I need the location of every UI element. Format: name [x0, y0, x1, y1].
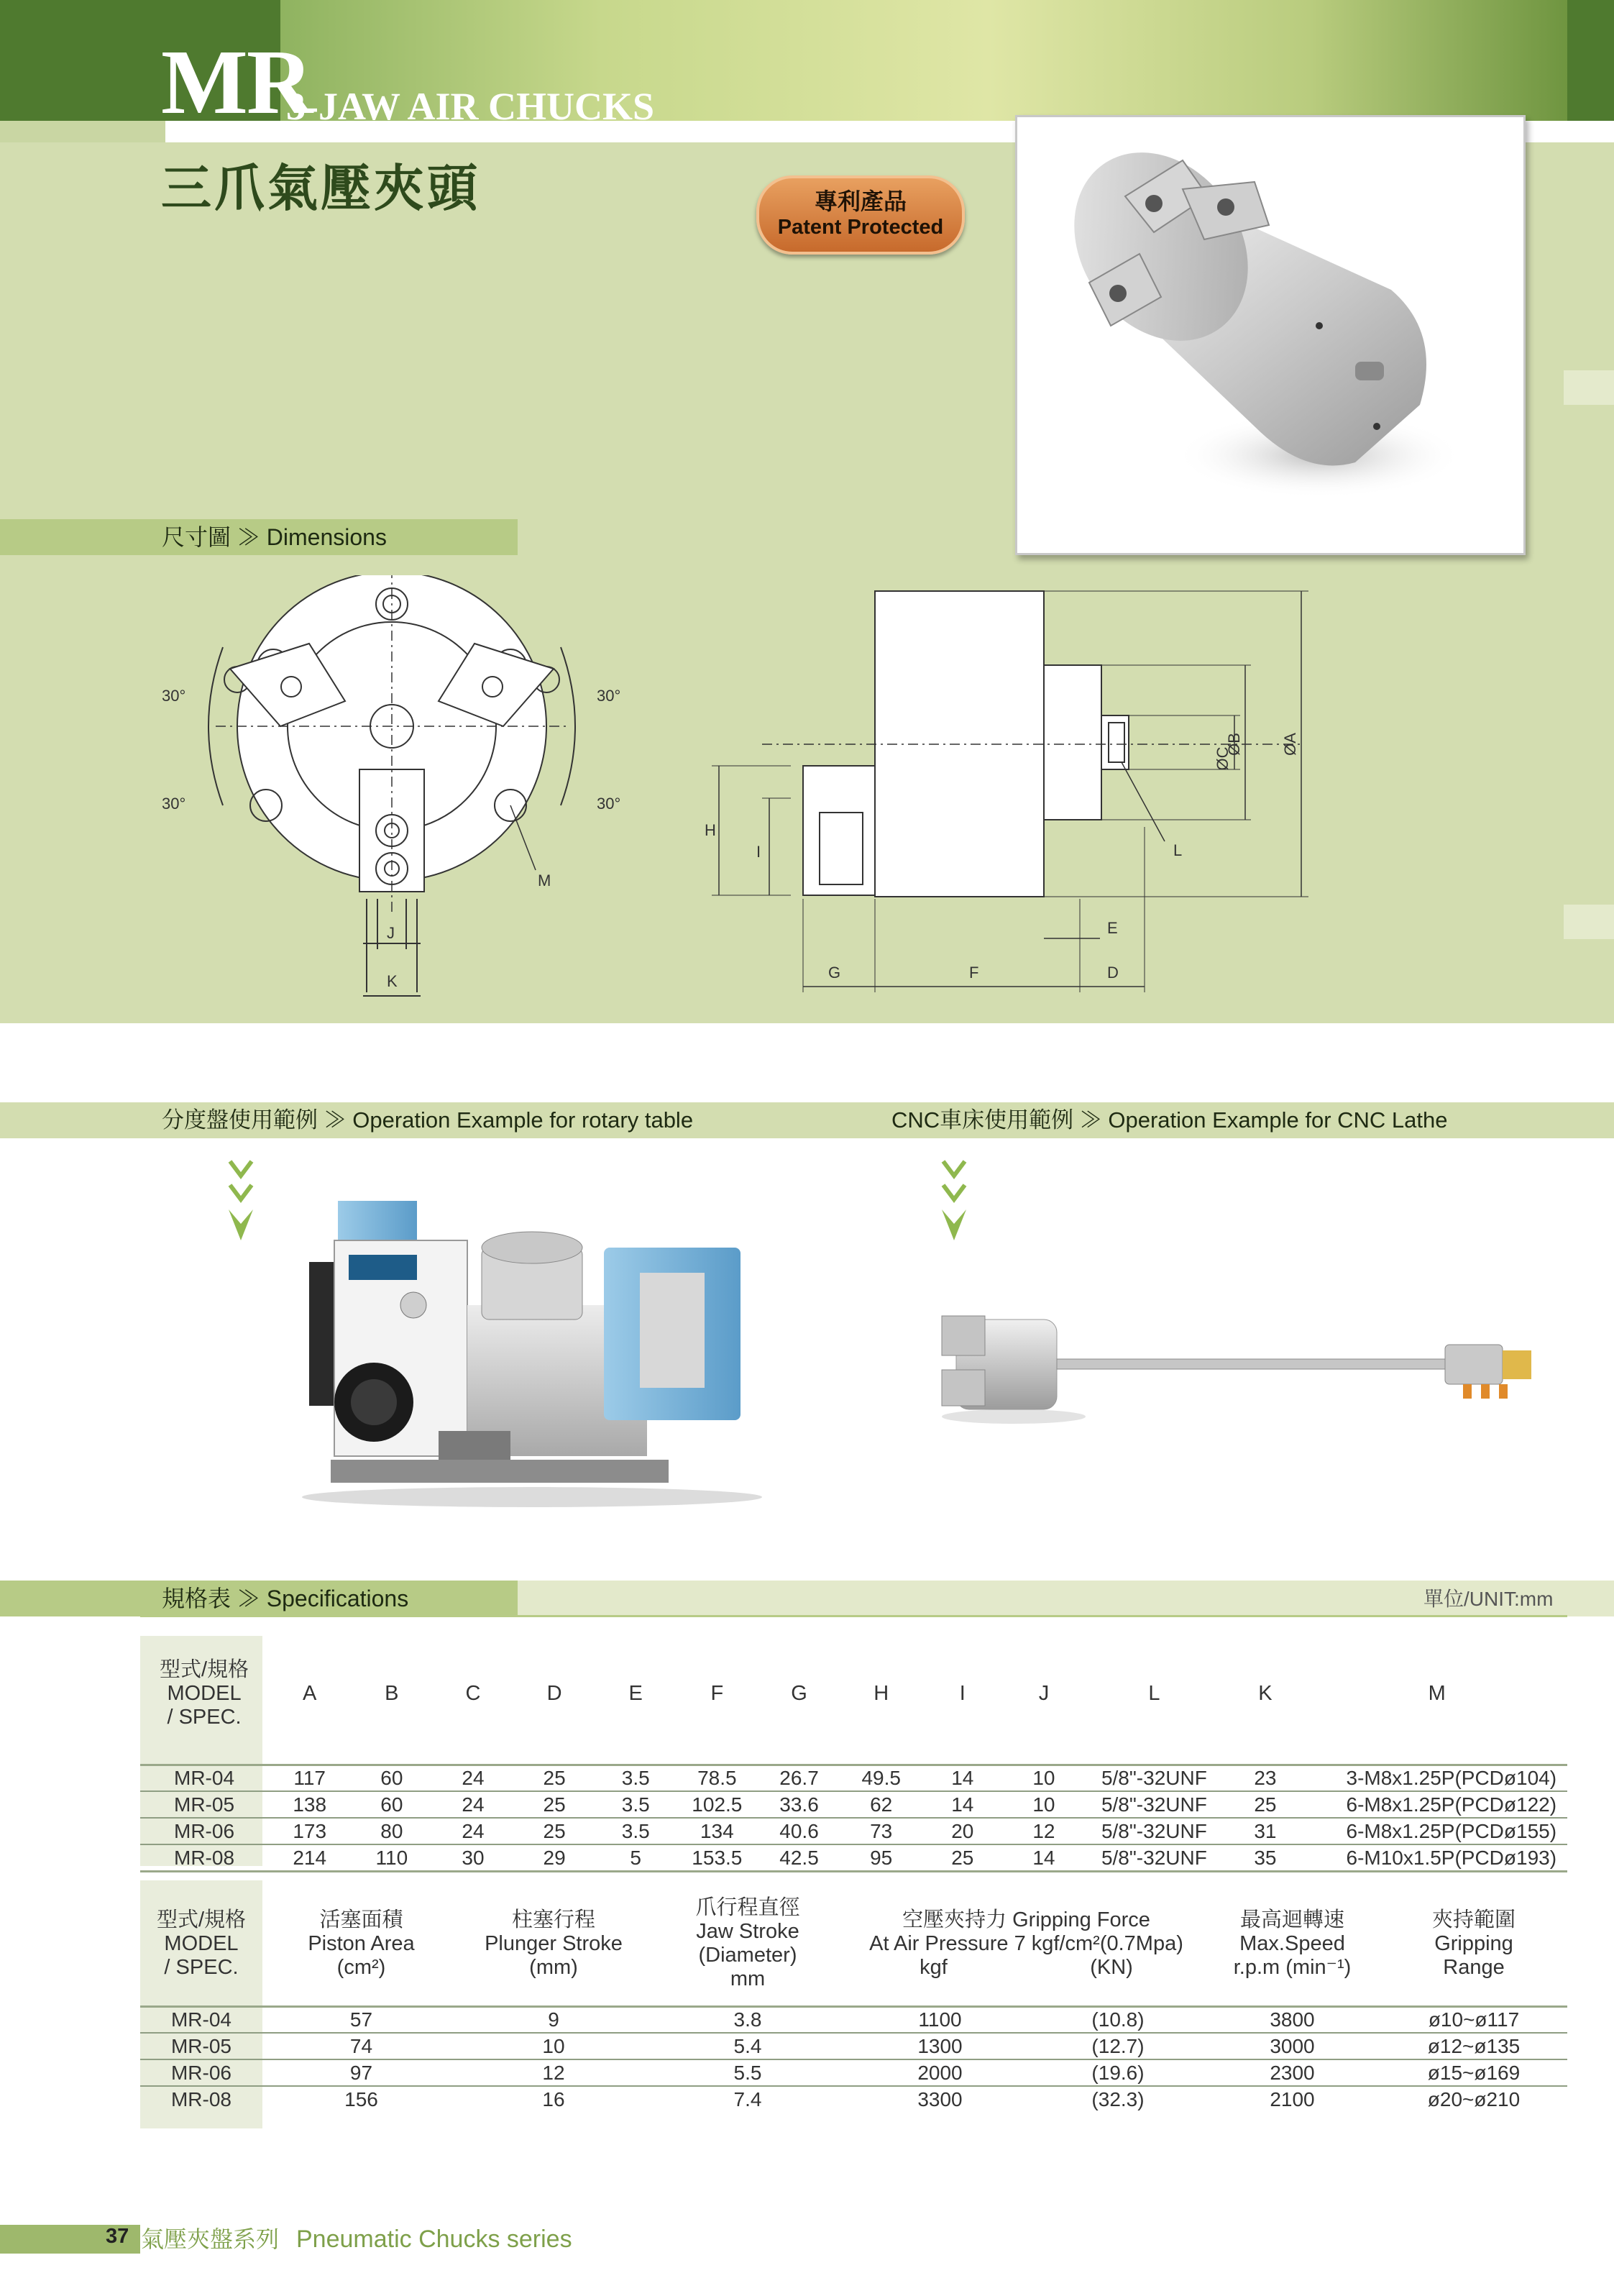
angle-label-top-right: 30°	[597, 687, 621, 705]
table-cell: 25	[514, 1765, 595, 1791]
plunger-header-zh: 柱塞行程	[511, 1908, 595, 1931]
table-cell: 6-M8x1.25P(PCDø155)	[1307, 1818, 1568, 1844]
table-cell: 60	[351, 1765, 432, 1791]
force-header-title: 空壓夾持力 Gripping Force	[902, 1908, 1150, 1931]
table-cell: 3.8	[647, 2006, 848, 2033]
jaw-header-zh: 爪行程直徑	[695, 1896, 800, 1919]
table-cell: 6-M8x1.25P(PCDø122)	[1307, 1791, 1568, 1818]
table-cell: ø15~ø169	[1380, 2059, 1567, 2086]
table-cell: 49.5	[840, 1765, 922, 1791]
force-unit-kn: (KN)	[1090, 1955, 1133, 1979]
col-header-e: E	[628, 1681, 643, 1705]
table-cell: 5/8"-32UNF	[1085, 1791, 1224, 1818]
cnc-lathe-image	[935, 1287, 1553, 1431]
table-cell: 134	[677, 1818, 758, 1844]
table-cell: 3.5	[595, 1765, 677, 1791]
table-cell: 9	[460, 2006, 647, 2033]
performance-spec-table	[140, 1890, 1567, 2113]
range-header-zh: 夾持範圍	[1431, 1908, 1516, 1931]
header-band-right	[1567, 0, 1614, 121]
model-header-spec: / SPEC.	[167, 1705, 242, 1729]
table-cell: (12.7)	[1032, 2033, 1204, 2059]
table-cell: 25	[514, 1791, 595, 1818]
table-cell: 80	[351, 1818, 432, 1844]
dim-label-m: M	[538, 872, 551, 889]
table-cell: 1100	[848, 2006, 1032, 2033]
table-cell: 60	[351, 1791, 432, 1818]
table-cell: 30	[462, 1847, 485, 1869]
patent-badge-en: Patent Protected	[777, 216, 944, 239]
table-cell: 3.5	[595, 1791, 677, 1818]
series-name-en: Pneumatic Chucks series	[296, 2226, 572, 2253]
dim-label-f: F	[969, 964, 979, 982]
table-cell: 23	[1224, 1765, 1306, 1791]
col-header-i: I	[959, 1681, 966, 1705]
range-header-en2: Range	[1443, 1955, 1505, 1979]
table2-row	[140, 2006, 1567, 2033]
table-cell: 24	[432, 1791, 513, 1818]
plunger-header-en: Plunger Stroke	[485, 1931, 623, 1955]
table-cell: 95	[870, 1847, 893, 1869]
dim-label-c: ØC	[1214, 746, 1232, 771]
plunger-header-unit: (mm)	[529, 1955, 578, 1979]
table-cell: (32.3)	[1091, 2088, 1145, 2110]
piston-header-unit: (cm²)	[336, 1955, 386, 1979]
table-cell: 2100	[1270, 2088, 1315, 2110]
table-cell: 6-M10x1.5P(PCDø193)	[1346, 1847, 1557, 1869]
arrow-down-icon	[223, 1158, 259, 1251]
patent-badge-zh: 專利產品	[814, 188, 907, 214]
col-header-c: C	[465, 1681, 481, 1705]
table-cell: 5/8"-32UNF	[1085, 1818, 1224, 1844]
table-cell: 29	[543, 1847, 566, 1869]
table1-row	[140, 1844, 1567, 1871]
table-cell: 26.7	[758, 1765, 840, 1791]
col-header-d: D	[546, 1681, 562, 1705]
table-cell: 73	[840, 1818, 922, 1844]
model-cell: MR-08	[170, 2088, 231, 2110]
col-header-g: G	[791, 1681, 807, 1705]
table-cell: 78.5	[677, 1765, 758, 1791]
table-cell: (19.6)	[1032, 2059, 1204, 2086]
angle-label-top-left: 30°	[162, 687, 186, 705]
table-cell: 5/8"-32UNF	[1101, 1847, 1207, 1869]
table-cell: ø12~ø135	[1380, 2033, 1567, 2059]
table-cell: 16	[542, 2088, 565, 2110]
model-cell: MR-05	[140, 2033, 262, 2059]
table-cell: (10.8)	[1032, 2006, 1204, 2033]
table1-body	[140, 1765, 1567, 1871]
table-cell: 57	[262, 2006, 460, 2033]
table-cell: ø20~ø210	[1427, 2088, 1521, 2110]
dim-label-l: L	[1173, 841, 1183, 859]
table-cell: 74	[262, 2033, 460, 2059]
dim-label-b: ØB	[1225, 733, 1243, 756]
table-cell: 35	[1254, 1847, 1277, 1869]
table-cell: 117	[268, 1765, 351, 1791]
specs-divider	[140, 1615, 1567, 1617]
model-cell: MR-04	[140, 1765, 268, 1791]
angle-label-bottom-right: 30°	[597, 795, 621, 813]
table-cell: 173	[268, 1818, 351, 1844]
col-header-m: M	[1428, 1681, 1446, 1705]
force-unit-kgf: kgf	[920, 1955, 948, 1979]
table2-header-row	[140, 1890, 1567, 1998]
rotary-example-label: 分度盤使用範例 ≫ Operation Example for rotary table	[162, 1107, 694, 1133]
table-cell: 25	[951, 1847, 974, 1869]
dimension-drawings	[144, 575, 1330, 1007]
table1-row	[140, 1818, 1567, 1844]
table1-row	[140, 1791, 1567, 1818]
jaw-header-en: Jaw Stroke	[696, 1920, 799, 1943]
force-header-units	[848, 1956, 1204, 1980]
dim-label-d: D	[1107, 964, 1119, 982]
table-cell: 31	[1224, 1818, 1306, 1844]
chuck-product-image	[1017, 117, 1523, 553]
speed-header-zh: 最高迴轉速	[1239, 1908, 1344, 1931]
table-cell: 97	[262, 2059, 460, 2086]
table-cell: 153.5	[692, 1847, 743, 1869]
table-cell: ø10~ø117	[1380, 2006, 1567, 2033]
product-photo-frame	[1015, 115, 1526, 555]
table-cell: 10	[460, 2033, 647, 2059]
table-cell: 33.6	[758, 1791, 840, 1818]
rotary-table-image	[295, 1186, 769, 1510]
dim-label-j: J	[387, 924, 395, 942]
table-cell: 42.5	[779, 1847, 819, 1869]
col-header-a: A	[303, 1681, 317, 1705]
table1-bottom-rule	[140, 1870, 1567, 1872]
dim-label-a: ØA	[1281, 733, 1299, 756]
table-cell: 1300	[848, 2033, 1032, 2059]
dimension-spec-table	[140, 1647, 1567, 1871]
series-name-zh: 氣壓夾盤系列	[141, 2226, 280, 2252]
col-header-k: K	[1258, 1681, 1273, 1705]
side-tab	[1564, 905, 1614, 939]
table-cell: 5	[630, 1847, 641, 1869]
col-header-b: B	[385, 1681, 399, 1705]
speed-header-en: Max.Speed	[1239, 1931, 1345, 1955]
table-cell: 14	[1032, 1847, 1055, 1869]
model-header-en: MODEL	[164, 1931, 239, 1955]
specs-section-label: 規格表 ≫ Specifications	[162, 1586, 409, 1611]
model-cell: MR-05	[140, 1791, 268, 1818]
side-tab	[1564, 370, 1614, 405]
jaw-header-diam: (Diameter)	[698, 1944, 797, 1967]
table-cell: 3300	[917, 2088, 963, 2110]
model-cell: MR-08	[174, 1847, 235, 1869]
jaw-header-unit: mm	[730, 1967, 766, 1990]
table-cell: 25	[514, 1818, 595, 1844]
table-cell: 3-M8x1.25P(PCDø104)	[1307, 1765, 1568, 1791]
arrow-down-icon	[936, 1158, 972, 1251]
table-cell: 10	[1003, 1791, 1084, 1818]
model-header-en: MODEL	[167, 1681, 242, 1705]
dim-label-g: G	[828, 964, 841, 982]
table1-row	[140, 1765, 1567, 1791]
col-header-l: L	[1148, 1681, 1160, 1705]
force-header-condition: At Air Pressure 7 kgf/cm²(0.7Mpa)	[869, 1931, 1183, 1955]
table-cell: 3800	[1204, 2006, 1380, 2033]
table-cell: 156	[344, 2088, 378, 2110]
table-cell: 5/8"-32UNF	[1085, 1765, 1224, 1791]
product-title-en: 3-JAW AIR CHUCKS	[286, 85, 655, 128]
table-cell: 3000	[1204, 2033, 1380, 2059]
speed-header-unit: r.p.m (min⁻¹)	[1233, 1955, 1352, 1979]
cnc-example-label: CNC車床使用範例 ≫ Operation Example for CNC Lathe	[891, 1107, 1448, 1133]
model-cell: MR-06	[140, 2059, 262, 2086]
table-cell: 2000	[848, 2059, 1032, 2086]
model-cell: MR-04	[140, 2006, 262, 2033]
table-cell: 12	[460, 2059, 647, 2086]
table2-row	[140, 2086, 1567, 2113]
table-cell: 14	[922, 1791, 1003, 1818]
header-left-strip	[0, 121, 165, 142]
piston-header-en: Piston Area	[308, 1931, 415, 1955]
table-cell: 3.5	[595, 1818, 677, 1844]
table-cell: 12	[1003, 1818, 1084, 1844]
table-cell: 62	[840, 1791, 922, 1818]
table2-body	[140, 2006, 1567, 2113]
page-number: 37	[106, 2225, 129, 2248]
col-header-j: J	[1038, 1681, 1050, 1705]
table1-header-row	[140, 1647, 1567, 1740]
table-cell: 10	[1003, 1765, 1084, 1791]
table2-row	[140, 2033, 1567, 2059]
dim-label-h: H	[705, 821, 716, 839]
col-header-h: H	[874, 1681, 889, 1705]
table-cell: 24	[432, 1765, 513, 1791]
table-cell: 214	[293, 1847, 327, 1869]
table-cell: 14	[922, 1765, 1003, 1791]
table-cell: 25	[1224, 1791, 1306, 1818]
unit-label: 單位/UNIT:mm	[1423, 1588, 1554, 1610]
dim-label-e: E	[1107, 919, 1118, 937]
table-cell: 110	[375, 1847, 408, 1869]
piston-header-zh: 活塞面積	[319, 1908, 403, 1931]
table-cell: 40.6	[758, 1818, 840, 1844]
model-header-zh: 型式/規格	[160, 1657, 249, 1681]
model-cell: MR-06	[140, 1818, 268, 1844]
product-title-zh: 三爪氣壓夾頭	[161, 160, 480, 216]
table-cell: 2300	[1204, 2059, 1380, 2086]
table-cell: 24	[432, 1818, 513, 1844]
table-cell: 5.5	[647, 2059, 848, 2086]
table-cell: 7.4	[733, 2088, 762, 2110]
dim-label-i: I	[756, 843, 761, 861]
patent-badge	[756, 175, 965, 255]
side-view-drawing	[712, 591, 1308, 992]
table-cell: 5.4	[647, 2033, 848, 2059]
range-header-en: Gripping	[1434, 1931, 1513, 1955]
dim-label-k: K	[387, 972, 398, 990]
col-header-f: F	[710, 1681, 724, 1705]
model-header-zh: 型式/規格	[156, 1908, 247, 1931]
dimensions-section-label: 尺寸圖 ≫ Dimensions	[162, 524, 387, 550]
table2-row	[140, 2059, 1567, 2086]
model-header-spec: / SPEC.	[164, 1955, 239, 1979]
table-cell: 102.5	[677, 1791, 758, 1818]
table-cell: 20	[922, 1818, 1003, 1844]
angle-label-bottom-left: 30°	[162, 795, 186, 813]
model-title: MR	[161, 31, 312, 133]
table-cell: 138	[268, 1791, 351, 1818]
